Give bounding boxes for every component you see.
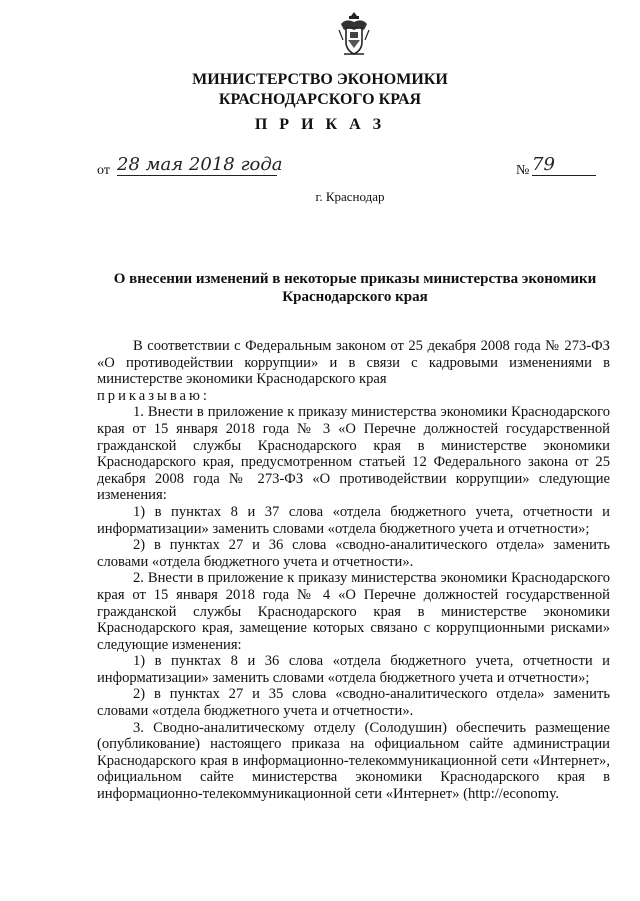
heading-line2: Краснодарского края bbox=[282, 289, 428, 305]
item-2-sub-2: 2) в пунктах 27 и 35 слова «сводно-аналитического отдела» заменить словами «отдела бюджетного учета и отчетности». bbox=[97, 686, 610, 720]
item-2: 2. Внести в приложение к приказу министерства экономики Краснодарского края от 15 января 2018 года № 4 «О Перечне должностей государственной гражданской службы Краснодарского края в министерстве экономики Краснодарского края, замещение которых связано с коррупционными рисками» следующие изменения: bbox=[97, 570, 610, 653]
org-name-line1: МИНИСТЕРСТВО ЭКОНОМИКИ bbox=[192, 71, 448, 88]
heading-line1: О внесении изменений в некоторые приказы министерства экономики bbox=[113, 271, 597, 287]
org-name-line2: КРАСНОДАРСКОГО КРАЯ bbox=[218, 91, 422, 108]
item-2-sub-1: 1) в пунктах 8 и 36 слова «отдела бюджетного учета, отчетности и информатизации» заменить словами «отдела бюджетного учета и отчетности»; bbox=[97, 653, 610, 686]
item-1: 1. Внести в приложение к приказу министерства экономики Краснодарского края от 15 января 2018 года № 3 «О Перечне должностей государственной гражданской службы Краснодарского края в министерстве экономики Краснодарского края, предусмотренном статьей 12 Федерального закона от 25 декабря 2008 года № 273-ФЗ «О противодействии коррупции» следующие изменения: bbox=[97, 404, 610, 504]
document-heading bbox=[105, 270, 605, 306]
item-3: 3. Сводно-аналитическому отделу (Солодушин) обеспечить размещение (опубликование) настоящего приказа на официальном сайте администрации Краснодарского края в информационно-телекоммуникационной сети «Интернет», официальном сайте министерства экономики Краснодарского края в информационно-телекоммуникационной сети «Интернет» (http://economy. bbox=[97, 719, 610, 803]
number-label: № bbox=[516, 163, 530, 178]
handwritten-date: 28 мая 2018 года bbox=[117, 154, 283, 175]
item-1-sub-2: 2) в пунктах 27 и 36 слова «сводно-аналитического отдела» заменить словами «отдела бюджетного учета и отчетности». bbox=[97, 537, 610, 570]
date-label: от bbox=[97, 163, 110, 178]
document-body bbox=[97, 338, 610, 803]
intro-paragraph: В соответствии с Федеральным законом от 25 декабря 2008 года № 273-ФЗ «О противодействии коррупции» и в связи с кадровыми изменениями в министерстве экономики Краснодарского края bbox=[97, 338, 610, 388]
handwritten-number: 79 bbox=[532, 154, 596, 176]
decree-word: приказываю: bbox=[97, 387, 210, 404]
city-name: г. Краснодар bbox=[315, 189, 385, 204]
order-title: П Р И К А З bbox=[254, 116, 386, 133]
item-1-sub-1: 1) в пунктах 8 и 37 слова «отдела бюджетного учета, отчетности и информатизации» заменить словами «отдела бюджетного учета и отчетности»; bbox=[97, 503, 610, 537]
krasnodar-coat-of-arms-icon bbox=[336, 10, 372, 58]
